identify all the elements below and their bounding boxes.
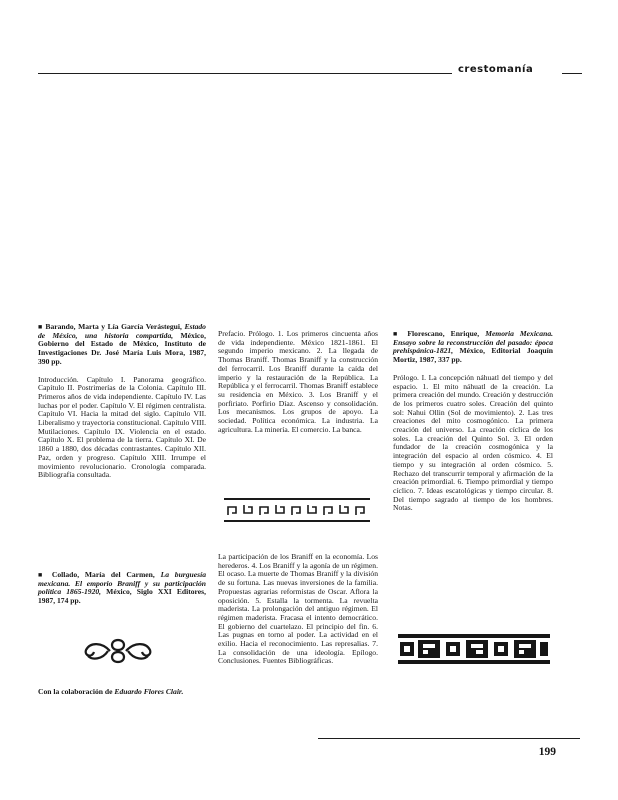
entry-author: Collado, María del Carmen, — [51, 570, 155, 579]
entry-contents: Introducción. Capítulo I. Panorama geográfico. Capítulo II. Postrimerías de la Colonia. Capítulo III. Primeros años de vida independiente. Capítulo IV. Las luchas por el poder. Capítulo V. El régimen centralista. Capítulo VI. Hacia la mitad del siglo. Capítulo VII. Liberalismo y trayectoria constitucional. Capítulo VIII. Mutilaciones. Capítulo IX. Violencia en el estado. Capítulo X. El problema de la tierra. Capítulo XI. De 1860 a 1880, dos décadas contrastantes. Capítulo XII. Paz, orden y progreso. Capítulo XIII. Irrumpe el movimiento revolucionario. Cronología comparada. Bibliografía consultada. — [38, 374, 206, 480]
page-number: 199 — [538, 746, 556, 758]
credit-name: Eduardo Flores Clair. — [114, 687, 184, 696]
section-title: crestomanía — [458, 64, 534, 75]
entry-contents: Prefacio. Prólogo. 1. Los primeros cincuenta años de vida independiente. México 1821-1861. El segundo imperio mexicano. 2. La llegada de Thomas Braniff. Thomas Braniff y la construcción del ferrocarril. Los Braniff durante la caída del imperio y la restauración de la República. La República y el ferrocarril. Thomas Braniff establece su residencia en México. 3. Los Braniff y el porfiriato. Porfirio Díaz. Ascenso y consolidación. Los mecanismos. Los grupos de apoyo. La sociedad. Política económica. La industria. La agricultura. La minería. El comercio. La banca. — [218, 329, 378, 434]
entry-publication: México, Gobierno del Estado de México, Instituto de Investigaciones Dr. José María Luis Mora, 1987, 390 pp. — [38, 330, 206, 366]
footer-rule — [318, 738, 580, 739]
black-fret-ornament-icon — [398, 634, 550, 664]
entry-title: Estado de México, una historia compartida, — [38, 322, 206, 340]
column-left-lower — [38, 571, 206, 615]
entry-author: Barando, Marta y Lía García Verástegui, — [45, 322, 182, 331]
entry-author: Florescano, Enrique, — [407, 329, 480, 338]
bullet-icon: ■ — [393, 330, 402, 338]
book-entry-collado — [38, 571, 206, 606]
credit-prefix: Con la colaboración de — [38, 687, 113, 696]
bullet-icon: ■ — [38, 571, 47, 579]
column-right — [393, 330, 553, 522]
column-middle-lower — [218, 553, 378, 675]
entry-contents: Prólogo. I. La concepción náhuatl del tiempo y del espacio. 1. El mito náhuatl de la creación. La primera creación del mundo. Creación y destrucción de los primeros cuatro soles. Creación del quinto sol: Nahui Ollin (Sol de movimiento). 2. Las tres creaciones del mito cosmogónico. La primera creación del universo. La creación cíclica de los soles. La creación del Quinto Sol. 3. El orden fundador de la creación cosmogónica y la integración del espacio al orden cósmico. 4. El tiempo y su integración al orden cósmico. 5. Rechazo del transcurrir temporal y afirmación de la creación primordial. 6. Tiempo primordial y tiempo cíclico. 7. Ideas escatológicas y tiempo circular. 8. Del tiempo sagrado al tiempo de los hombres. Notas. — [393, 372, 553, 513]
column-middle — [218, 330, 378, 443]
bullet-icon: ■ — [38, 323, 43, 331]
book-entry-florescano — [393, 330, 553, 365]
entry-title: Memoria Mexicana. Ensayo sobre la reconstrucción del pasado: época prehispánica-1821, — [393, 329, 554, 356]
scroll-ornament-icon — [80, 636, 156, 666]
entry-contents: La participación de los Braniff en la economía. Los herederos. 4. Los Braniff y la agonía de un régimen. El ocaso. La muerte de Thomas Braniff y la división de su fortuna. Las nuevas inversiones de la familia. Propuestas agrarias reformistas de Oscar. Aflora la oposición. 5. Estalla la tormenta. La revuelta maderista. La prolongación del antiguo régimen. El régimen maderista. Fracasa el intento democrático. El gobierno del cuartelazo. El principio del fin. 6. Las pugnas en torno al poder. La actividad en el exilio. Hacia el reconocimiento. Las represalias. 7. La consolidación de una ideología. Epílogo. Conclusiones. Fuentes Bibliográficas. — [218, 552, 378, 666]
credit-line — [38, 688, 208, 697]
header-rule-right — [562, 73, 582, 74]
fret-band-ornament-icon — [222, 493, 372, 527]
column-left — [38, 323, 206, 489]
entry-title: La burguesía mexicana. El emporio Braniff y su participación política 1865-1920, — [38, 570, 207, 597]
entry-publication: México, Siglo XXI Editores, 1987, 174 pp. — [38, 587, 206, 606]
book-entry-barando — [38, 323, 206, 367]
header-rule-left — [38, 73, 452, 74]
entry-publication: México, Editorial Joaquín Mortiz, 1987, 337 pp. — [393, 346, 553, 365]
